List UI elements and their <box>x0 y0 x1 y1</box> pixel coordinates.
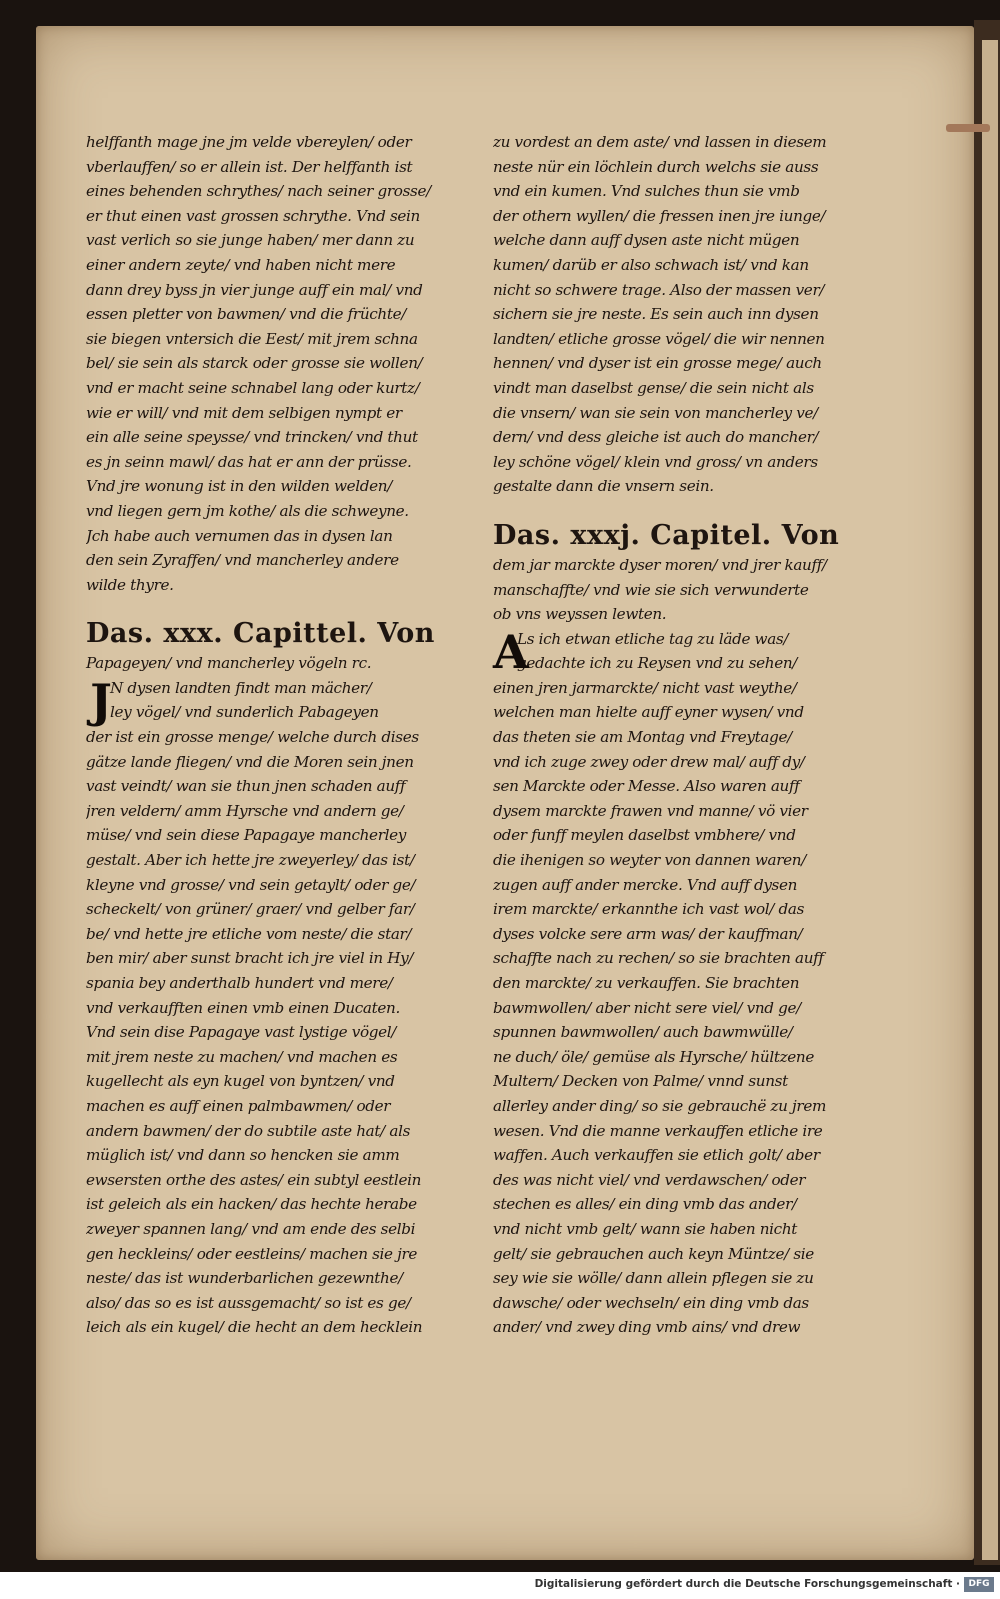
text-line: müse/ vnd sein diese Papagaye mancherley <box>86 826 406 845</box>
text-line: schaffte nach zu rechen/ so sie brachten auff <box>493 949 824 968</box>
text-line: kumen/ darüb er also schwach ist/ vnd kan <box>493 255 809 274</box>
text-line: vnd liegen gern jm kothe/ als die schweyne. <box>86 501 409 520</box>
text-line: vnd verkaufften einen vmb einen Ducaten. <box>86 998 400 1017</box>
text-line: dern/ vnd dess gleiche ist auch do mancher/ <box>493 428 819 447</box>
text-line: dann drey byss jn vier junge auff ein mal/ vnd <box>86 280 423 299</box>
text-line: nicht so schwere trage. Also der massen ver/ <box>493 280 825 299</box>
bookmark-tab <box>946 124 990 132</box>
text-line: landten/ etliche grosse vögel/ die wir nennen <box>493 329 825 348</box>
text-line: ben mir/ aber sunst bracht ich jre viel in Hy/ <box>86 949 414 968</box>
text-line: welchen man hielte auff eyner wysen/ vnd <box>493 703 804 722</box>
text-line: sey wie sie wölle/ dann allein pflegen sie zu <box>493 1269 814 1288</box>
text-line: er thut einen vast grossen schrythe. Vnd sein <box>86 206 420 225</box>
left-text-column <box>86 130 458 1340</box>
text-line: welche dann auff dysen aste nicht mügen <box>493 231 800 250</box>
text-line: wilde thyre. <box>86 575 174 594</box>
text-line: vast verlich so sie junge haben/ mer dann zu <box>86 231 415 250</box>
text-line: einen jren jarmarckte/ nicht vast weythe/ <box>493 678 797 697</box>
text-line: ley schöne vögel/ klein vnd gross/ vn anders <box>493 452 818 471</box>
footer-bar <box>0 1572 1000 1599</box>
text-line: vberlauffen/ so er allein ist. Der helffanth ist <box>86 157 413 176</box>
text-line: des was nicht viel/ vnd verdawschen/ oder <box>493 1170 806 1189</box>
chapter-30-body <box>86 673 458 1340</box>
text-line: vnd nicht vmb gelt/ wann sie haben nicht <box>493 1219 798 1238</box>
left-intro-text <box>86 130 458 597</box>
text-line: also/ das so es ist aussgemacht/ so ist es ge/ <box>86 1293 411 1312</box>
text-line: Multern/ Decken von Palme/ vnnd sunst <box>493 1072 788 1091</box>
chapter-31-body-lines <box>493 624 867 1340</box>
text-line: neste/ das ist wunderbarlichen gezewnthe/ <box>86 1269 403 1288</box>
text-line: jren veldern/ amm Hyrsche vnd andern ge/ <box>86 801 404 820</box>
text-line: sen Marckte oder Messe. Also waren auff <box>493 777 800 796</box>
initial-letter: A <box>493 624 529 679</box>
text-line: vindt man daselbst gense/ die sein nicht als <box>493 378 814 397</box>
text-line: machen es auff einen palmbawmen/ oder <box>86 1096 391 1115</box>
text-line: stechen es alles/ ein ding vmb das ander/ <box>493 1195 797 1214</box>
text-line: wie er will/ vnd mit dem selbigen nympt er <box>86 403 402 422</box>
text-line: gestalte dann die vnsern sein. <box>493 477 714 496</box>
text-line: leich als ein kugel/ die hecht an dem hecklein <box>86 1318 423 1337</box>
text-line: das theten sie am Montag vnd Freytage/ <box>493 728 792 747</box>
text-line: kleyne vnd grosse/ vnd sein getaylt/ oder ge/ <box>86 875 416 894</box>
text-line: bel/ sie sein als starck oder grosse sie wollen/ <box>86 354 423 373</box>
text-line: gen heckleins/ oder eestleins/ machen sie jre <box>86 1244 418 1263</box>
text-line: ley vögel/ vnd sunderlich Pabageyen <box>110 703 379 722</box>
text-line: sie biegen vntersich die Eest/ mit jrem schna <box>86 329 418 348</box>
text-line: ander/ vnd zwey ding vmb ains/ vnd drew <box>493 1318 801 1337</box>
chapter-30-body-lines <box>86 673 458 1340</box>
text-line: müglich ist/ vnd dann so hencken sie amm <box>86 1146 400 1165</box>
text-line: den marckte/ zu verkauffen. Sie brachten <box>493 974 800 992</box>
text-line: einer andern zeyte/ vnd haben nicht mere <box>86 255 396 274</box>
text-line: vnd er macht seine schnabel lang oder kurtz/ <box>86 378 420 397</box>
text-line: dem jar marckte dyser moren/ vnd jrer kauff/ <box>493 555 827 574</box>
text-line: es jn seinn mawl/ das hat er ann der prüsse. <box>86 452 412 471</box>
text-line: sichern sie jre neste. Es sein auch inn dysen <box>493 305 819 324</box>
text-line: zugen auff ander mercke. Vnd auff dysen <box>493 875 798 894</box>
text-line: Ls ich etwan etliche tag zu läde was/ <box>517 629 789 648</box>
text-line: ewsersten orthe des astes/ ein subtyl eestlein <box>86 1170 422 1189</box>
text-line: die vnsern/ wan sie sein von mancherley ve/ <box>493 403 818 422</box>
initial-letter: J <box>90 673 112 728</box>
text-line: mit jrem neste zu machen/ vnd machen es <box>86 1047 398 1066</box>
text-line: andern bawmen/ der do subtile aste hat/ als <box>86 1121 411 1140</box>
text-line: vnd ein kumen. Vnd sulches thun sie vmb <box>493 182 800 201</box>
text-line: dawsche/ oder wechseln/ ein ding vmb das <box>493 1293 809 1312</box>
text-line: ne duch/ öle/ gemüse als Hyrsche/ hültzene <box>493 1047 814 1066</box>
text-line: essen pletter von bawmen/ vnd die früchte/ <box>86 305 407 324</box>
chapter-30-heading: Das. xxx. Capittel. Von <box>86 618 435 650</box>
funding-credit: Digitalisierung gefördert durch die Deutsche Forschungsgemeinschaft · <box>534 1578 960 1590</box>
chapter-31-heading: Das. xxxj. Capitel. Von <box>493 519 840 551</box>
text-line: der othern wyllen/ die fressen inen jre iunge/ <box>493 206 826 225</box>
text-line: Jch habe auch vernumen das in dysen lan <box>86 526 393 545</box>
text-line: spania bey anderthalb hundert vnd mere/ <box>86 974 393 992</box>
right-text-column <box>493 130 867 1340</box>
text-line: gestalt. Aber ich hette jre zweyerley/ das ist/ <box>86 851 415 870</box>
adjacent-page-strip <box>982 40 998 1560</box>
text-line: der ist ein grosse menge/ welche durch dises <box>86 728 419 747</box>
text-line: eines behenden schrythes/ nach seiner grosse/ <box>86 182 431 201</box>
text-line: ein alle seine speysse/ vnd trincken/ vnd thut <box>86 428 418 447</box>
chapter-30-subtitle: Papageyen/ vnd mancherley vögeln rc. <box>86 654 372 673</box>
text-line: dyses volcke sere arm was/ der kauffman/ <box>493 924 803 943</box>
chapter-31-body <box>493 624 867 1340</box>
text-line: be/ vnd hette jre etliche vom neste/ die star/ <box>86 924 412 943</box>
text-line: helffanth mage jne jm velde vbereylen/ oder <box>86 133 412 151</box>
chapter-31-subtitle <box>493 553 867 627</box>
text-line: vnd ich zuge zwey oder drew mal/ auff dy/ <box>493 752 805 771</box>
text-line: N dysen landten findt man mächer/ <box>110 678 372 697</box>
text-line: ist geleich als ein hacken/ das hechte herabe <box>86 1195 417 1214</box>
text-line: gedachte ich zu Reysen vnd zu sehen/ <box>517 654 798 673</box>
text-line: die ihenigen so weyter von dannen waren/ <box>493 851 806 870</box>
text-line: scheckelt/ von grüner/ graer/ vnd gelber far/ <box>86 900 415 919</box>
text-line: allerley ander ding/ so sie gebrauchë zu jrem <box>493 1096 827 1115</box>
text-line: hennen/ vnd dyser ist ein grosse mege/ auch <box>493 354 822 373</box>
text-line: wesen. Vnd die manne verkauffen etliche ire <box>493 1121 823 1140</box>
text-line: neste nür ein löchlein durch welchs sie auss <box>493 157 819 176</box>
text-line: Vnd jre wonung ist in den wilden welden/ <box>86 477 392 496</box>
text-line: ob vns weyssen lewten. <box>493 605 667 624</box>
dfg-logo: DFG <box>964 1577 994 1592</box>
text-line: kugellecht als eyn kugel von byntzen/ vnd <box>86 1072 395 1091</box>
text-line: spunnen bawmwollen/ auch bawmwülle/ <box>493 1023 793 1042</box>
text-line: gelt/ sie gebrauchen auch keyn Müntze/ sie <box>493 1244 814 1263</box>
text-line: waffen. Auch verkauffen sie etlich golt/ aber <box>493 1146 820 1165</box>
right-intro-text <box>493 130 867 499</box>
text-line: zu vordest an dem aste/ vnd lassen in diesem <box>493 133 827 151</box>
text-line: oder funff meylen daselbst vmbhere/ vnd <box>493 826 796 845</box>
text-line: Vnd sein dise Papagaye vast lystige vögel/ <box>86 1023 397 1042</box>
text-line: den sein Zyraffen/ vnd mancherley andere <box>86 551 399 570</box>
text-line: gätze lande fliegen/ vnd die Moren sein jnen <box>86 752 414 771</box>
text-line: manschaffte/ vnd wie sie sich verwunderte <box>493 580 809 599</box>
text-line: irem marckte/ erkannthe ich vast wol/ das <box>493 900 805 919</box>
text-line: vast veindt/ wan sie thun jnen schaden auff <box>86 777 406 796</box>
text-line: bawmwollen/ aber nicht sere viel/ vnd ge/ <box>493 998 801 1017</box>
text-line: zweyer spannen lang/ vnd am ende des selbi <box>86 1219 416 1238</box>
text-line: dysem marckte frawen vnd manne/ vö vier <box>493 801 808 820</box>
